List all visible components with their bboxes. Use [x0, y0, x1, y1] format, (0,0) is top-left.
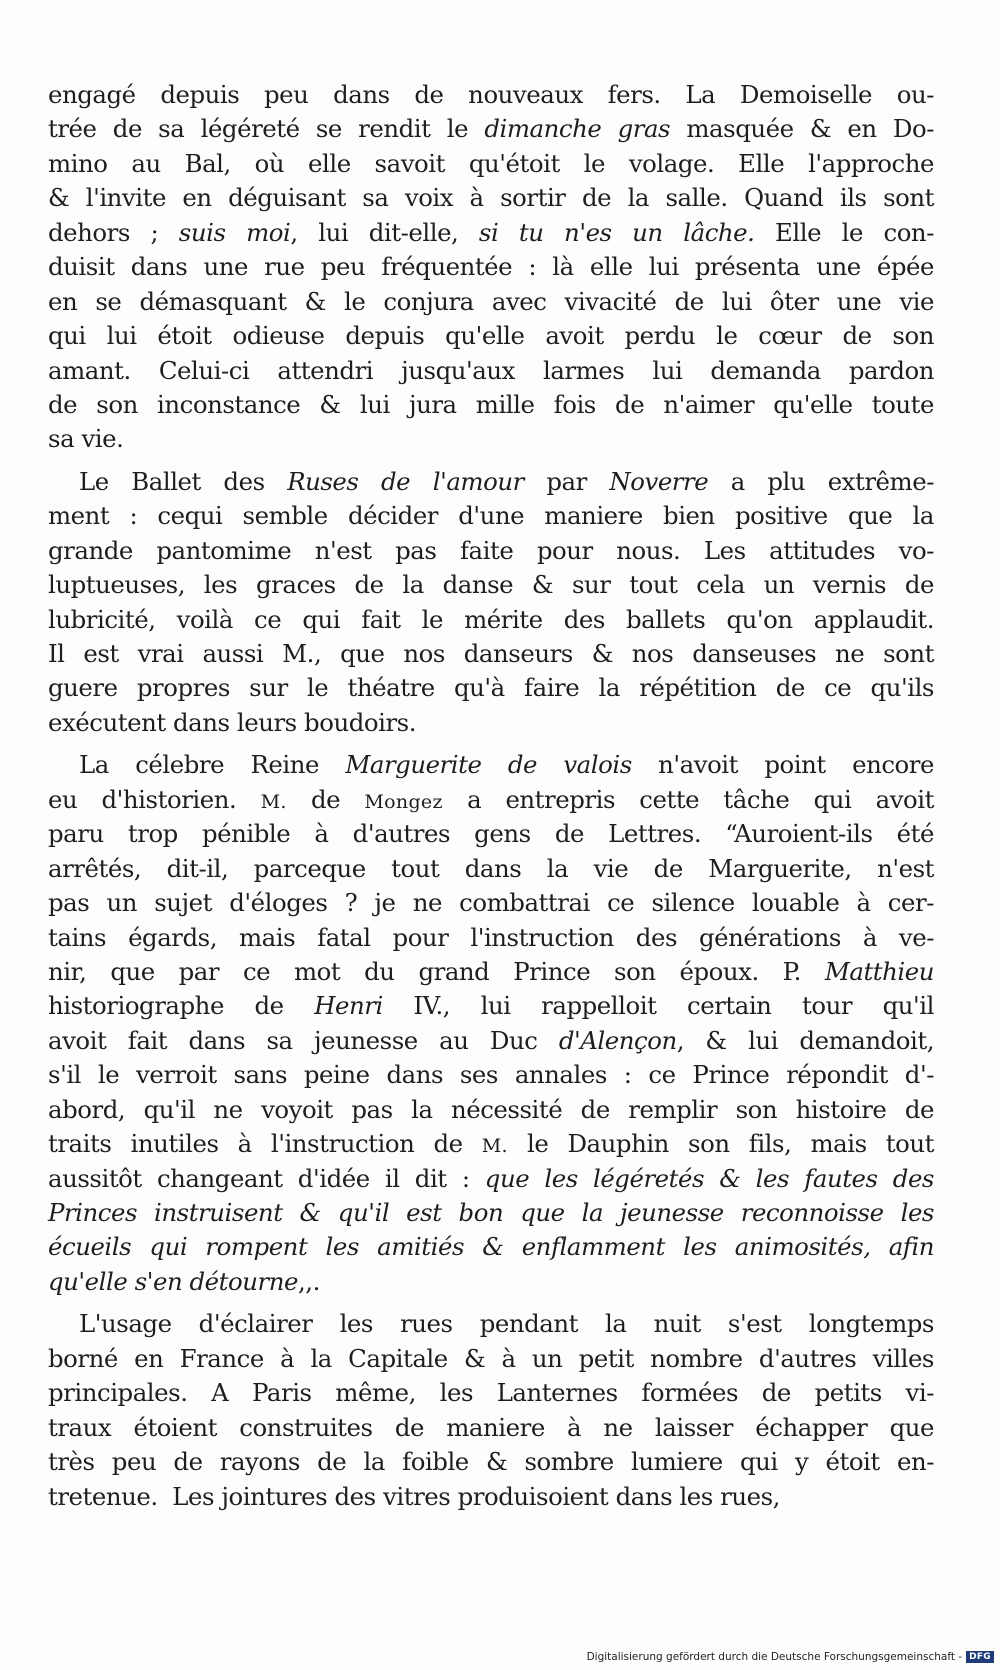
text-run: IV., lui rappelloit certain tour qu'il: [382, 991, 934, 1021]
text-run: engagé depuis peu dans de nouveaux fers. La Demoiselle ou-: [48, 80, 934, 109]
italic-text: Noverre: [609, 466, 709, 496]
text-line: [48, 1376, 934, 1410]
text-run: Elle le con-: [754, 217, 934, 247]
text-run: en se démasquant & le conjura avec vivacité de lui ôter une vie: [48, 286, 934, 316]
text-line: [48, 285, 934, 319]
text-line: [48, 354, 934, 388]
text-line: [48, 1445, 934, 1479]
text-line: [48, 1127, 934, 1161]
text-run: s'il le verroit sans peine dans ses annales : ce Prince répondit d'-: [48, 1060, 934, 1090]
text-line: [48, 748, 934, 782]
text-run: masquée & en Do-: [670, 114, 934, 144]
text-run: grande pantomime n'est pas faite pour nous. Les attitudes vo-: [48, 535, 934, 565]
text-line: [48, 671, 934, 705]
text-line: [48, 568, 934, 602]
text-line: [48, 1480, 934, 1514]
italic-text: si tu n'es un lâche.: [478, 217, 755, 247]
text-line: [48, 1058, 934, 1092]
text-line: [48, 216, 934, 250]
paragraph: [48, 78, 934, 457]
text-line: [48, 1265, 934, 1299]
text-run: amant. Celui-ci attendri jusqu'aux larmes lui demanda pardon: [48, 355, 934, 385]
body-text: [48, 78, 934, 1514]
text-run: La célebre Reine: [79, 750, 346, 780]
text-run: le Dauphin son fils, mais tout: [507, 1129, 935, 1159]
text-run: ment : cequi semble décider d'une maniere bien positive que la: [48, 501, 934, 531]
text-run: lubricité, voilà ce qui fait le mérite des ballets qu'on applaudit.: [48, 604, 934, 634]
text-run: sa vie.: [48, 424, 124, 454]
text-run: a entrepris cette tâche qui avoit: [442, 784, 934, 814]
text-line: [48, 783, 934, 817]
text-line: [48, 250, 934, 284]
credit-text: Digitalisierung gefördert durch die Deutsche Forschungsgemeinschaft -: [586, 1651, 963, 1663]
text-run: abord, qu'il ne voyoit pas la nécessité de remplir son histoire de: [48, 1094, 934, 1124]
text-line: [48, 817, 934, 851]
italic-text: suis moi: [178, 217, 291, 247]
text-run: L'usage d'éclairer les rues pendant la nuit s'est longtemps: [79, 1309, 934, 1339]
text-line: [48, 465, 934, 499]
italic-text: Princes instruisent & qu'il est bon que la jeunesse reconnoisse les: [48, 1198, 934, 1227]
text-run: ,,.: [297, 1266, 320, 1296]
digitization-credit: [587, 1648, 994, 1666]
text-run: aussitôt changeant d'idée il dit :: [48, 1163, 485, 1193]
text-run: borné en France à la Capitale & à un petit nombre d'autres villes: [48, 1343, 934, 1373]
text-run: de: [286, 784, 365, 814]
text-line: [48, 147, 934, 181]
text-run: pas un sujet d'éloges ? je ne combattrai ce silence louable à cer-: [48, 888, 934, 918]
paragraph: [48, 465, 934, 741]
paragraph-gap: [48, 1299, 934, 1307]
paragraph: [48, 1307, 934, 1514]
text-run: par: [523, 466, 610, 496]
text-line: [48, 78, 934, 112]
text-run: a plu extrême-: [708, 466, 934, 496]
text-line: [48, 852, 934, 886]
text-run: tains égards, mais fatal pour l'instruction des générations à ve-: [48, 922, 934, 952]
text-run: traux étoient construites de maniere à ne laisser échapper que: [48, 1412, 934, 1442]
text-run: M.: [481, 1135, 508, 1158]
text-run: tretenue. Les jointures des vitres produisoient dans les rues,: [48, 1481, 780, 1511]
text-line: [48, 422, 934, 456]
text-line: [48, 603, 934, 637]
italic-text: que les légéretés & les fautes des: [484, 1163, 934, 1193]
text-line: [48, 1342, 934, 1376]
text-run: , lui dit-elle,: [290, 217, 479, 247]
text-run: trée de sa légéreté se rendit le: [48, 114, 485, 144]
text-run: duisit dans une rue peu fréquentée : là elle lui présenta une épée: [48, 252, 934, 282]
text-run: luptueuses, les graces de la danse & sur tout cela un vernis de: [48, 570, 934, 600]
text-line: [48, 499, 934, 533]
text-line: [48, 1230, 934, 1264]
italic-text: d'Alençon: [558, 1025, 677, 1055]
text-line: [48, 1093, 934, 1127]
text-line: [48, 989, 934, 1023]
text-run: Il est vrai aussi M., que nos danseurs & nos danseuses ne sont: [48, 639, 934, 668]
text-run: Le Ballet des: [79, 466, 288, 496]
text-run: traits inutiles à l'instruction de: [48, 1129, 482, 1159]
italic-text: Marguerite de valois: [345, 750, 632, 780]
text-run: exécutent dans leurs boudoirs.: [48, 707, 417, 737]
text-run: & l'invite en déguisant sa voix à sortir de la salle. Quand ils sont: [48, 183, 934, 213]
paragraph-gap: [48, 740, 934, 748]
text-line: [48, 534, 934, 568]
text-run: , & lui demandoit,: [676, 1025, 935, 1055]
text-run: guere propres sur le théatre qu'à faire la répétition de ce qu'ils: [48, 673, 934, 703]
text-run: principales. A Paris même, les Lanternes formées de petits vi-: [48, 1378, 934, 1408]
text-run: de son inconstance & lui jura mille fois de n'aimer qu'elle toute: [48, 389, 934, 419]
text-line: [48, 1196, 934, 1230]
text-run: paru trop pénible à d'autres gens de Lettres. “Auroient-ils été: [48, 819, 934, 849]
text-line: [48, 1307, 934, 1341]
text-run: n'avoit point encore: [631, 750, 934, 780]
italic-text: Ruses de l'amour: [287, 466, 524, 496]
text-run: eu d'historien.: [48, 784, 261, 814]
text-line: [48, 112, 934, 146]
text-line: [48, 1162, 934, 1196]
text-line: [48, 319, 934, 353]
text-line: [48, 955, 934, 989]
text-line: [48, 181, 934, 215]
text-line: [48, 1024, 934, 1058]
italic-text: qu'elle s'en détourne: [48, 1266, 298, 1296]
text-run: mino au Bal, où elle savoit qu'étoit le volage. Elle l'approche: [48, 148, 934, 178]
italic-text: dimanche gras: [484, 114, 671, 144]
dfg-logo: DFG: [966, 1651, 994, 1663]
text-run: Mongez: [364, 790, 443, 813]
paragraph-gap: [48, 457, 934, 465]
italic-text: Matthieu: [824, 956, 934, 986]
text-line: [48, 637, 934, 671]
text-run: qui lui étoit odieuse depuis qu'elle avoit perdu le cœur de son: [48, 321, 934, 351]
italic-text: écueils qui rompent les amitiés & enflamment les animosités, afin: [48, 1232, 934, 1262]
text-run: nir, que par ce mot du grand Prince son époux. P.: [48, 956, 825, 986]
text-run: M.: [260, 790, 287, 813]
text-line: [48, 921, 934, 955]
text-run: historiographe de: [48, 991, 315, 1021]
text-run: très peu de rayons de la foible & sombre lumiere qui y étoit en-: [48, 1447, 934, 1477]
text-line: [48, 886, 934, 920]
text-line: [48, 388, 934, 422]
text-line: [48, 706, 934, 740]
text-run: dehors ;: [48, 217, 179, 247]
italic-text: Henri: [314, 991, 383, 1021]
text-run: avoit fait dans sa jeunesse au Duc: [48, 1025, 559, 1055]
paragraph: [48, 748, 934, 1299]
text-run: arrêtés, dit-il, parceque tout dans la vie de Marguerite, n'est: [48, 853, 934, 883]
text-line: [48, 1411, 934, 1445]
